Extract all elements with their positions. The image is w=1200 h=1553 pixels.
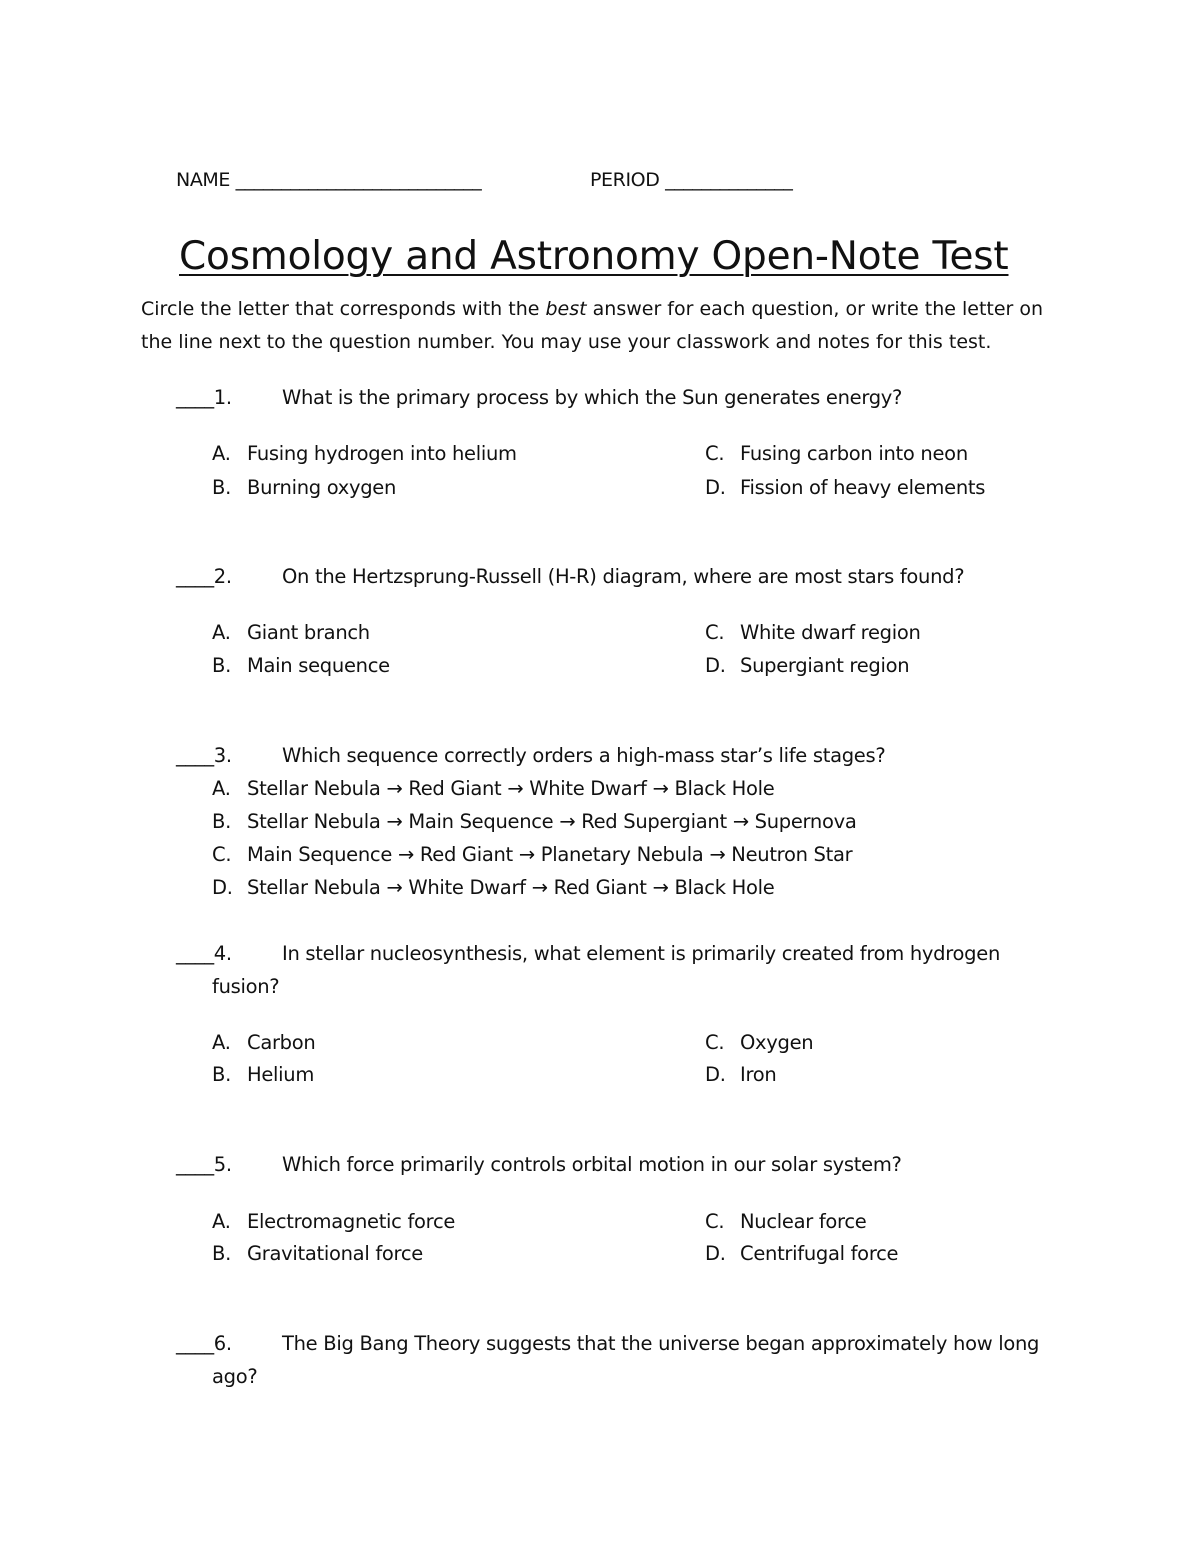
question-text: What is the primary process by which the Sun generates energy?	[282, 386, 903, 409]
option-letter: C.	[705, 1031, 725, 1054]
question-3	[176, 744, 885, 767]
page-title: Cosmology and Astronomy Open-Note Test	[179, 234, 1009, 279]
option-text: Helium	[247, 1063, 315, 1086]
instructions-text-pre: Circle the letter that corresponds with the	[141, 298, 546, 320]
question-number: ____2.	[176, 565, 232, 588]
question-number: ____1.	[176, 386, 232, 409]
option-text: Centrifugal force	[740, 1242, 899, 1265]
option-text: Carbon	[247, 1031, 316, 1054]
question-1-option-d[interactable]	[705, 476, 985, 499]
option-letter: C.	[705, 442, 725, 465]
question-2-option-d[interactable]	[705, 654, 909, 677]
option-letter: B.	[212, 476, 231, 499]
question-number: ____6.	[176, 1332, 232, 1355]
option-text: Stellar Nebula → Main Sequence → Red Supergiant → Supernova	[247, 810, 857, 833]
option-text: Giant branch	[247, 621, 370, 644]
question-3-option-d[interactable]	[212, 876, 774, 899]
option-text: Iron	[740, 1063, 777, 1086]
option-text: Burning oxygen	[247, 476, 397, 499]
question-1-option-c[interactable]	[705, 442, 968, 465]
option-letter: D.	[705, 1063, 726, 1086]
question-text: In stellar nucleosynthesis, what element is primarily created from hydrogen	[282, 942, 1001, 965]
question-1	[176, 386, 902, 409]
option-letter: D.	[705, 1242, 726, 1265]
option-text: Nuclear force	[740, 1210, 867, 1233]
option-text: Fusing carbon into neon	[740, 442, 968, 465]
question-number: ____3.	[176, 744, 232, 767]
option-letter: D.	[212, 876, 233, 899]
option-text: Oxygen	[740, 1031, 814, 1054]
instructions-emphasis: best	[545, 298, 587, 320]
question-text: On the Hertzsprung-Russell (H-R) diagram, where are most stars found?	[282, 565, 965, 588]
option-letter: D.	[705, 654, 726, 677]
question-2-option-c[interactable]	[705, 621, 921, 644]
option-letter: D.	[705, 476, 726, 499]
option-text: Electromagnetic force	[247, 1210, 456, 1233]
option-letter: C.	[705, 621, 725, 644]
question-5-option-b[interactable]	[212, 1242, 423, 1265]
question-3-option-c[interactable]	[212, 843, 852, 866]
period-field-label: PERIOD ______________	[590, 169, 793, 191]
question-4-option-a[interactable]	[212, 1031, 315, 1054]
question-4-text-continued: fusion?	[212, 975, 280, 998]
option-letter: B.	[212, 654, 231, 677]
option-letter: C.	[705, 1210, 725, 1233]
question-6	[176, 1332, 1039, 1355]
question-number: ____4.	[176, 942, 232, 965]
question-3-option-a[interactable]	[212, 777, 774, 800]
question-1-option-b[interactable]	[212, 476, 396, 499]
question-6-text-continued: ago?	[212, 1365, 258, 1388]
option-letter: B.	[212, 1063, 231, 1086]
option-text: Fission of heavy elements	[740, 476, 986, 499]
option-text: Supergiant region	[740, 654, 910, 677]
option-letter: A.	[212, 777, 231, 800]
question-4	[176, 942, 1000, 965]
question-text: The Big Bang Theory suggests that the universe began approximately how long	[282, 1332, 1040, 1355]
option-text: Main Sequence → Red Giant → Planetary Nebula → Neutron Star	[247, 843, 853, 866]
question-5-option-a[interactable]	[212, 1210, 455, 1233]
option-text: Stellar Nebula → White Dwarf → Red Giant → Black Hole	[247, 876, 775, 899]
question-2-option-b[interactable]	[212, 654, 390, 677]
question-4-option-b[interactable]	[212, 1063, 314, 1086]
question-number: ____5.	[176, 1153, 232, 1176]
option-letter: C.	[212, 843, 232, 866]
instructions-text-post: answer for each question, or write the letter on the line next to the question number. You may use your classwork and notes for this test.	[141, 298, 1044, 353]
question-3-option-b[interactable]	[212, 810, 857, 833]
option-letter: A.	[212, 621, 231, 644]
question-4-option-d[interactable]	[705, 1063, 776, 1086]
option-text: Fusing hydrogen into helium	[247, 442, 517, 465]
instructions	[141, 293, 1071, 359]
question-4-option-c[interactable]	[705, 1031, 813, 1054]
question-5-option-d[interactable]	[705, 1242, 898, 1265]
question-2-option-a[interactable]	[212, 621, 370, 644]
question-text: Which force primarily controls orbital motion in our solar system?	[282, 1153, 902, 1176]
question-1-option-a[interactable]	[212, 442, 517, 465]
option-letter: B.	[212, 1242, 231, 1265]
question-5-option-c[interactable]	[705, 1210, 866, 1233]
option-text: White dwarf region	[740, 621, 921, 644]
question-2	[176, 565, 964, 588]
option-letter: B.	[212, 810, 231, 833]
option-text: Stellar Nebula → Red Giant → White Dwarf → Black Hole	[247, 777, 775, 800]
question-text: Which sequence correctly orders a high-mass star’s life stages?	[282, 744, 886, 767]
option-letter: A.	[212, 1210, 231, 1233]
option-letter: A.	[212, 1031, 231, 1054]
option-text: Gravitational force	[247, 1242, 423, 1265]
name-field-label: NAME ___________________________	[176, 169, 482, 191]
question-5	[176, 1153, 902, 1176]
option-text: Main sequence	[247, 654, 390, 677]
option-letter: A.	[212, 442, 231, 465]
